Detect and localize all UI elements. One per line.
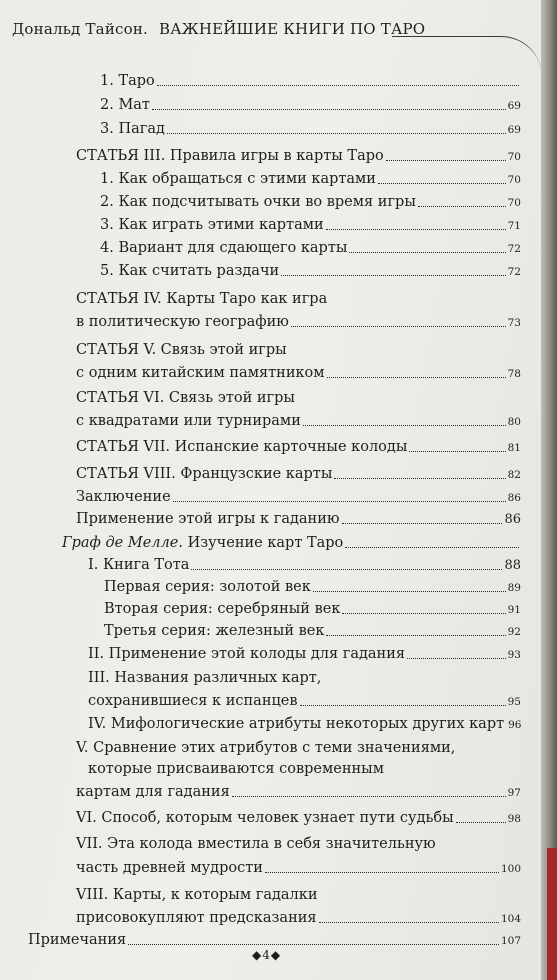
- toc-entry: [62, 534, 521, 552]
- toc-page-number: 70: [507, 197, 521, 209]
- toc-entry-text: СТАТЬЯ V. Связь этой игры: [76, 342, 287, 358]
- toc-page-number: 95: [507, 696, 521, 708]
- toc-page-number: 70: [507, 174, 521, 186]
- toc-entry: [76, 313, 521, 331]
- page-folio: ◆4◆: [252, 948, 282, 962]
- toc-entry-text: 3. Как играть этими картами: [100, 217, 324, 233]
- toc-leader: [409, 450, 505, 452]
- toc-entry-text: Вторая серия: серебряный век: [104, 601, 341, 617]
- toc-leader: [418, 205, 506, 207]
- toc-entry-text: СТАТЬЯ VII. Испанские карточные колоды: [76, 439, 408, 455]
- toc-entry: [76, 909, 521, 927]
- toc-entry-text: 4. Вариант для сдающего карты: [100, 240, 348, 256]
- toc-entry-text: сохранившиеся к испанцев: [88, 693, 298, 709]
- toc-entry-text: I. Книга Тота: [88, 557, 190, 573]
- toc-entry-text: СТАТЬЯ VI. Связь этой игры: [76, 390, 295, 406]
- toc-leader: [313, 590, 506, 592]
- toc-page-number: 93: [507, 649, 521, 661]
- toc-entry: [88, 645, 521, 663]
- toc-entry: [76, 147, 521, 165]
- toc-leader: [173, 500, 506, 502]
- toc-entry-text: в политическую географию: [76, 314, 289, 330]
- toc-entry-author: Граф де Мелле.: [62, 535, 183, 551]
- toc-leader: [327, 376, 506, 378]
- toc-page-number: 72: [507, 266, 521, 278]
- toc-entry-text: Изучение карт Таро: [187, 535, 344, 551]
- header-author: Дональд Тайсон.: [12, 20, 149, 38]
- toc-entry: [100, 216, 521, 234]
- toc-leader: [232, 795, 506, 797]
- toc-leader: [167, 132, 506, 134]
- toc-entry-text: 1. Таро: [100, 73, 155, 89]
- toc-leader: [326, 228, 506, 230]
- toc-entry: [100, 239, 521, 257]
- toc-page-number: 91: [507, 604, 521, 616]
- toc-leader: [128, 943, 499, 945]
- toc-leader: [326, 634, 505, 636]
- toc-entry: [100, 96, 521, 114]
- toc-entry-text: VIII. Карты, к которым гадалки: [76, 887, 318, 903]
- header-title: ВАЖНЕЙШИЕ КНИГИ ПО ТАРО: [158, 20, 426, 38]
- toc-leader: [319, 921, 499, 923]
- toc-leader: [303, 424, 506, 426]
- toc-page-number: 89: [507, 582, 521, 594]
- toc-page-number: 97: [507, 787, 521, 799]
- toc-entry-text: которые присваиваются современным: [88, 761, 384, 777]
- toc-entry-text: СТАТЬЯ IV. Карты Таро как игра: [76, 291, 328, 307]
- toc-entry: [76, 809, 521, 827]
- toc-entry: [88, 692, 521, 710]
- toc-entry-text: с одним китайским памятником: [76, 365, 325, 381]
- toc-page-number: 82: [507, 469, 521, 481]
- toc-entry-text: VI. Способ, которым человек узнает пути судьбы: [76, 810, 454, 826]
- toc-entry-text: 2. Мат: [100, 97, 150, 113]
- toc-page-number: 98: [507, 813, 521, 825]
- toc-entry-text: Третья серия: железный век: [104, 623, 325, 639]
- toc-page-number: 69: [507, 100, 521, 112]
- toc-entry: [76, 364, 521, 382]
- toc-page-number: 78: [507, 368, 521, 380]
- toc-page-number: 81: [507, 442, 521, 454]
- ribbon-bookmark: [547, 848, 557, 980]
- toc-entry: [104, 600, 521, 618]
- toc-leader: [265, 871, 499, 873]
- toc-leader: [281, 274, 505, 276]
- toc-leader: [342, 522, 503, 524]
- toc-page-number: 86: [504, 512, 521, 527]
- toc-entry-text: 2. Как подсчитывать очки во время игры: [100, 194, 416, 210]
- toc-entry-text: с квадратами или турнирами: [76, 413, 301, 429]
- toc-page-number: 71: [507, 220, 521, 232]
- toc-page-number: 80: [507, 416, 521, 428]
- toc-entry: [100, 193, 521, 211]
- toc-entry-text: Заключение: [76, 489, 171, 505]
- toc-entry-text: 3. Пагад: [100, 121, 165, 137]
- toc-page-number: 107: [500, 935, 521, 947]
- toc-page-number: 88: [504, 558, 521, 573]
- toc-leader: [342, 612, 505, 614]
- toc-leader: [152, 108, 506, 110]
- toc-entry: [28, 931, 521, 949]
- toc-entry: [76, 510, 521, 528]
- toc-leader: [378, 182, 506, 184]
- toc-entry-text: присовокупляют предсказания: [76, 910, 317, 926]
- toc-page-number: 86: [507, 492, 521, 504]
- toc-entry-text: Первая серия: золотой век: [104, 579, 311, 595]
- toc-entry-text: III. Названия различных карт,: [88, 670, 322, 686]
- toc-leader: [349, 251, 505, 253]
- toc-leader: [386, 159, 506, 161]
- toc-entry-text: СТАТЬЯ III. Правила игры в карты Таро: [76, 148, 384, 164]
- toc-entry-text: 1. Как обращаться с этими картами: [100, 171, 376, 187]
- toc-entry-text: VII. Эта колода вместила в себя значительную: [76, 836, 436, 852]
- header-rule: [392, 36, 542, 77]
- toc-page-number: 69: [507, 124, 521, 136]
- toc-entry-text: II. Применение этой колоды для гадания: [88, 646, 406, 662]
- toc-leader: [407, 657, 506, 659]
- toc-page-number: 72: [507, 243, 521, 255]
- toc-entry: [76, 412, 521, 430]
- toc-leader: [345, 546, 519, 548]
- toc-page-number: 96: [508, 719, 522, 731]
- toc-entry-text: Применение этой игры к гаданию: [76, 511, 340, 527]
- toc-entry: [104, 622, 521, 640]
- toc-entry: [76, 488, 521, 506]
- toc-entry-text: часть древней мудрости: [76, 860, 263, 876]
- toc-page-number: 92: [507, 626, 521, 638]
- toc-entry-text: IV. Мифологические атрибуты некоторых других карт: [88, 716, 505, 732]
- toc-entry-text: V. Сравнение этих атрибутов с теми значениями,: [76, 740, 456, 756]
- toc-entry-text: 5. Как считать раздачи: [100, 263, 280, 279]
- toc-entry: [76, 465, 521, 483]
- toc-entry: [104, 578, 521, 596]
- toc-page-number: 100: [500, 863, 521, 875]
- toc-entry-text: Примечания: [28, 932, 127, 948]
- toc-leader: [300, 704, 506, 706]
- toc-leader: [291, 325, 506, 327]
- toc-leader: [456, 821, 506, 823]
- toc-entry-text: картам для гадания: [76, 784, 230, 800]
- toc-leader: [334, 477, 505, 479]
- toc-entry: [100, 262, 521, 280]
- toc-entry: [88, 556, 521, 574]
- toc-entry: [100, 170, 521, 188]
- toc-page-number: 73: [507, 317, 521, 329]
- toc-entry: [76, 859, 521, 877]
- running-header: [12, 20, 532, 50]
- toc-entry-text: СТАТЬЯ VIII. Французские карты: [76, 466, 333, 482]
- toc-leader: [191, 568, 502, 570]
- book-edge: [541, 0, 557, 980]
- toc-entry: [88, 715, 521, 733]
- toc-entry: [76, 438, 521, 456]
- toc-page-number: 70: [507, 151, 521, 163]
- toc-entry: [100, 72, 521, 90]
- toc-entry: [100, 120, 521, 138]
- toc-entry: [76, 783, 521, 801]
- toc-leader: [157, 84, 519, 86]
- toc-page-number: 104: [500, 913, 521, 925]
